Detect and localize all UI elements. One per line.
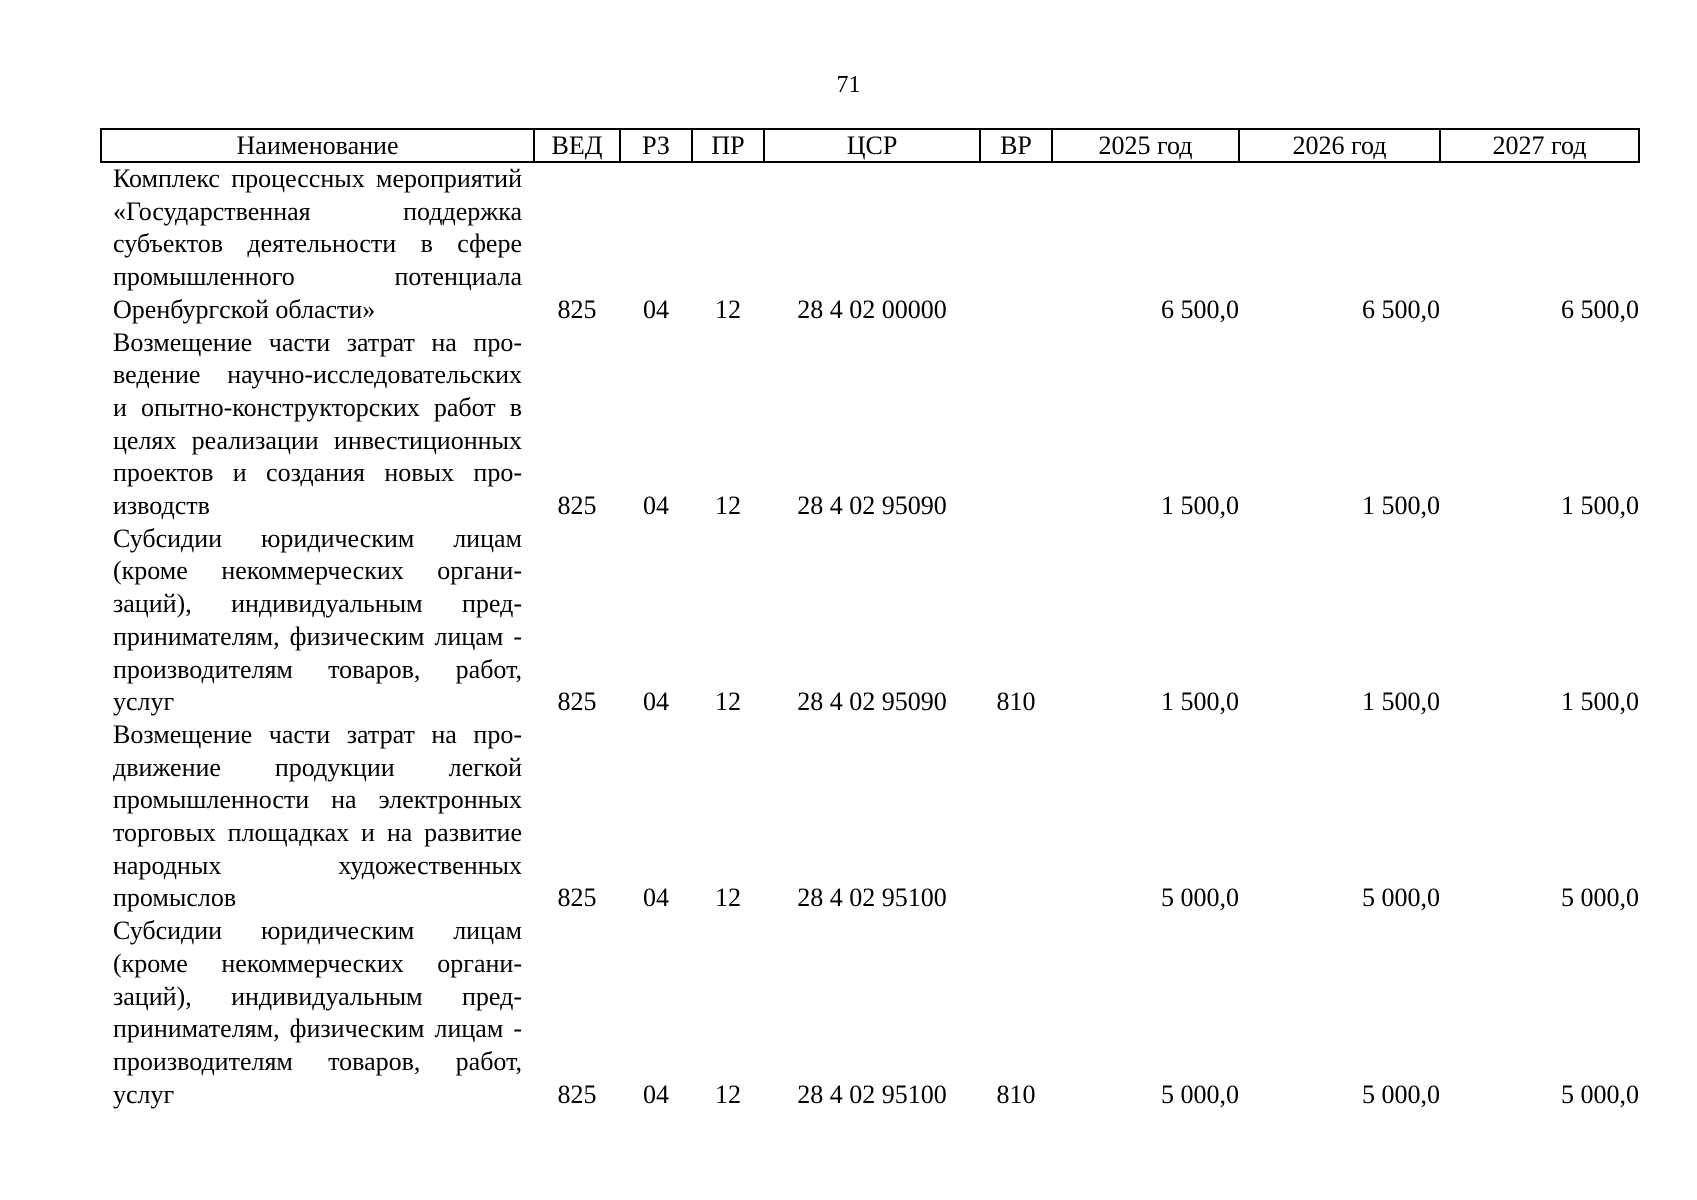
row-name: Возмещение части затрат на продвижение продукции легкой промышленности на электронных торговых площадках и на развитие народных художественных промыслов [113,719,522,913]
table-row [101,327,1639,523]
row-vr [980,162,1052,327]
row-vr: 810 [996,1079,1036,1109]
row-ved: 825 [557,1079,597,1109]
row-csr: 28 4 02 95100 [797,883,947,913]
row-2026: 1 500,0 [1362,491,1440,521]
row-vr [980,719,1052,915]
header-2026: 2026 год [1239,129,1440,162]
row-2025: 1 500,0 [1161,491,1239,521]
row-pr: 12 [715,1079,741,1109]
row-ved: 825 [557,883,597,913]
row-name: Субсидии юридическим лицам (кроме некоммерческих организаций), индивидуальным предпринимателям, физическим лицам - производителям товаров, работ, услуг [113,523,522,717]
page-number: 71 [836,72,861,98]
header-2025: 2025 год [1052,129,1239,162]
row-ved: 825 [557,294,597,324]
row-name: Комплекс процессных мероприятий «Государственная поддержка субъектов деятельности в сфере промышленного потенциала Оренбургской области» [113,164,522,324]
row-ved: 825 [557,687,597,717]
row-csr: 28 4 02 00000 [797,294,947,324]
row-2026: 6 500,0 [1362,294,1440,324]
row-2027: 1 500,0 [1561,491,1639,521]
row-name: Субсидии юридическим лицам (кроме некоммерческих организаций), индивидуальным предпринимателям, физическим лицам - производителям товаров, работ, услуг [113,916,522,1109]
table-row [101,162,1639,327]
row-csr: 28 4 02 95090 [797,687,947,717]
row-rz: 04 [643,687,669,717]
table-header-row [101,129,1639,162]
budget-table [100,128,1640,1111]
header-2027: 2027 год [1440,129,1639,162]
row-2027: 5 000,0 [1561,883,1639,913]
row-2025: 5 000,0 [1161,883,1239,913]
header-rz: РЗ [620,129,692,162]
row-pr: 12 [715,883,741,913]
row-2027: 6 500,0 [1561,294,1639,324]
row-csr: 28 4 02 95100 [797,1079,947,1109]
row-2025: 6 500,0 [1161,294,1239,324]
header-pr: ПР [692,129,764,162]
table-row [101,523,1639,719]
header-vr: ВР [980,129,1052,162]
row-2027: 5 000,0 [1561,1079,1639,1109]
row-2026: 1 500,0 [1362,687,1440,717]
table-row [101,915,1639,1111]
row-2026: 5 000,0 [1362,883,1440,913]
row-2025: 1 500,0 [1161,687,1239,717]
header-csr: ЦСР [764,129,980,162]
row-ved: 825 [557,491,597,521]
row-pr: 12 [715,491,741,521]
row-pr: 12 [715,687,741,717]
row-pr: 12 [715,294,741,324]
row-2027: 1 500,0 [1561,687,1639,717]
row-2025: 5 000,0 [1161,1079,1239,1109]
header-name: Наименование [101,129,534,162]
row-rz: 04 [643,294,669,324]
row-rz: 04 [643,883,669,913]
row-rz: 04 [643,1079,669,1109]
row-vr [980,327,1052,523]
row-csr: 28 4 02 95090 [797,491,947,521]
row-2026: 5 000,0 [1362,1079,1440,1109]
header-ved: ВЕД [534,129,620,162]
row-rz: 04 [643,491,669,521]
row-name: Возмещение части затрат на проведение научно-исследовательских и опытно-конструкторских работ в целях реализации инвестиционных проектов и создания новых производств [113,327,522,521]
row-vr: 810 [996,687,1036,717]
table-row [101,719,1639,915]
